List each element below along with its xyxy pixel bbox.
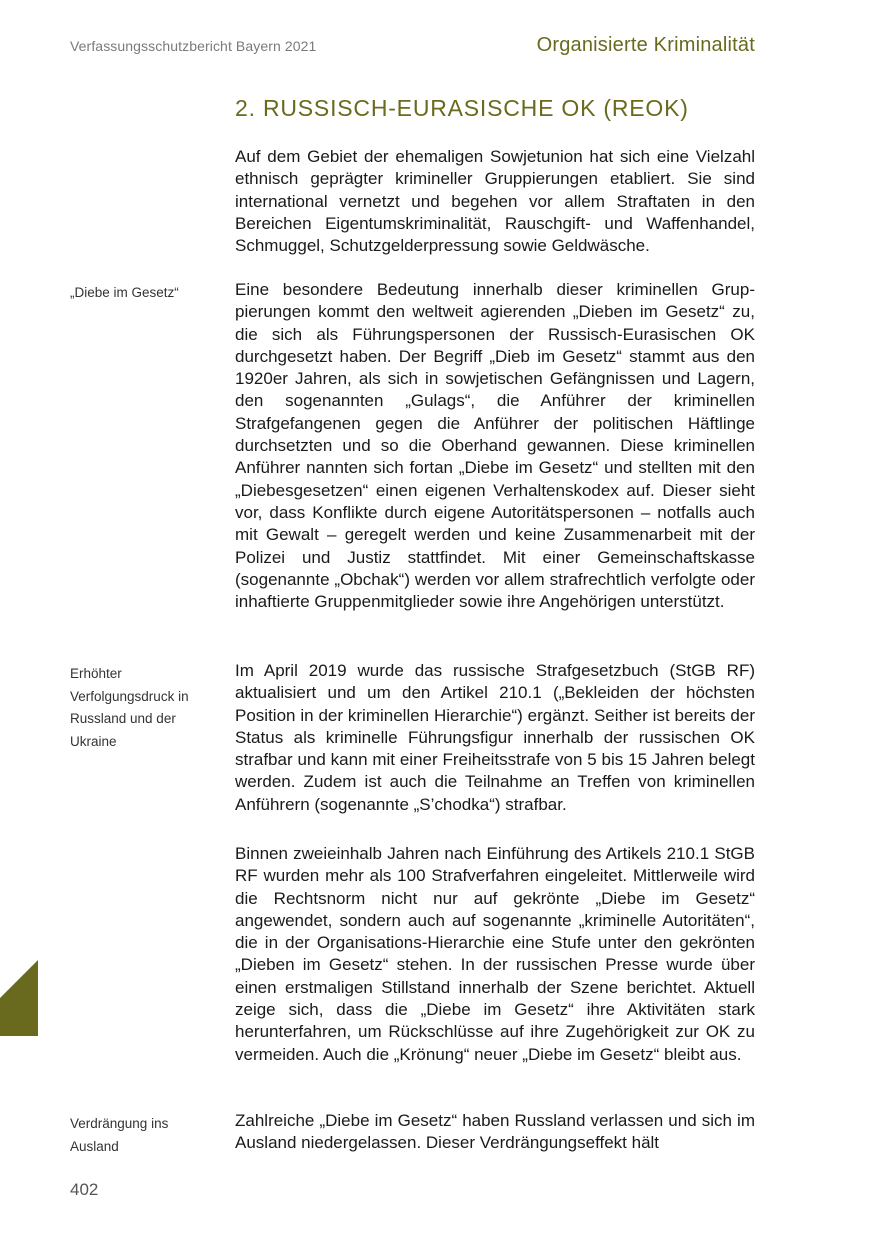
page-number: 402 — [70, 1180, 99, 1199]
section-title: 2. RUSSISCH-EURASISCHE OK (REOK) — [235, 95, 689, 121]
chapter-title: Organisierte Kriminalität — [536, 34, 755, 56]
running-header: Verfassungsschutzbericht Bayern 2021 — [70, 38, 317, 54]
chapter-marker-icon — [0, 960, 38, 1036]
paragraph-strafgesetz: Im April 2019 wurde das russische Strafgesetzbuch (StGB RF) aktualisiert und um den Artikel 210.1 („Bekleiden der höchsten Position in der kriminellen Hierarchie“) ergänzt. Seither ist bereits der Status als kriminelle Führungsfigur innerhalb der russischen OK strafbar und kann mit einer Freiheitsstrafe von 5 bis 15 Jahren belegt werden. Zudem ist auch die Teilnahme an Treffen von kriminellen Anführern (sogenannte „S’chodka“) strafbar. — [235, 661, 755, 814]
paragraph-verdraengung: Zahlreiche „Diebe im Gesetz“ haben Russland verlassen und sich im Ausland niedergelassen. Dieser Verdrängungseffekt hält — [235, 1111, 755, 1153]
paragraph-diebe: Eine besondere Bedeutung innerhalb dieser kriminellen Gruppierungen kommt den weltweit agierenden „Dieben im Gesetz“ zu, die sich als Führungspersonen der Russisch-Eurasischen OK durchgesetzt haben. Der Begriff „Dieb im Gesetz“ stammt aus den 1920er Jahren, als sich in sowjetischen Gefängnissen und Lagern, den sogenannten „Gulags“, die Anführer der kriminellen Strafgefangenen gegen die Anführer der politischen Häftlinge durchsetzten und so die Oberhand gewannen. Diese kriminellen Anführer nannten sich fortan „Diebe im Gesetz“ und stellten mit den „Diebesgesetzen“ einen eigenen Verhaltenskodex auf. Dieser sieht vor, dass Konflikte durch eigene Autoritätspersonen – notfalls auch mit Gewalt – geregelt werden und keine Zusammenarbeit mit der Polizei und Justiz stattfindet. Mit einer Gemeinschaftskasse (sogenannte „Obchak“) werden vor allem strafrechtlich verfolgte oder inhaftierte Gruppenmitglieder sowie ihre Angehörigen unterstützt. — [235, 280, 755, 612]
paragraph-intro: Auf dem Gebiet der ehemaligen Sowjetunion hat sich eine Vielzahl ethnisch geprägter krimineller Gruppierungen etabliert. Sie sind international vernetzt und begehen vor allem Straftaten in den Bereichen Eigentumskriminalität, Rauschgift- und Waffenhandel, Schmuggel, Schutzgelderpressung sowie Geldwäsche. — [235, 147, 755, 256]
margin-note-verfolgungsdruck: Erhöhter Verfolgungsdruck in Russland und der Ukraine — [70, 666, 189, 749]
paragraph-strafverfahren: Binnen zweieinhalb Jahren nach Einführung des Artikels 210.1 StGB RF wurden mehr als 100 Strafverfahren eingeleitet. Mittlerweile wird die Rechtsnorm nicht nur auf gekrönte „Diebe im Gesetz“ angewendet, sondern auch auf sogenannte „kriminelle Autoritäten“, die in der Organisations-Hierarchie eine Stufe unter den gekrönten „Dieben im Gesetz“ stehen. In der russischen Presse wurde über einen erstmaligen Stillstand innerhalb der Szene berichtet. Aktuell zeige sich, dass die „Diebe im Gesetz“ ihre Aktivitäten stark herunterfahren, um Rückschlüsse auf ihre Zugehörigkeit zur OK zu vermeiden. Auch die „Krönung“ neuer „Diebe im Gesetz“ bleibt aus. — [235, 844, 755, 1064]
margin-note-verdraengung: Verdrängung ins Ausland — [70, 1116, 169, 1154]
margin-note-diebe: „Diebe im Gesetz“ — [70, 285, 179, 300]
